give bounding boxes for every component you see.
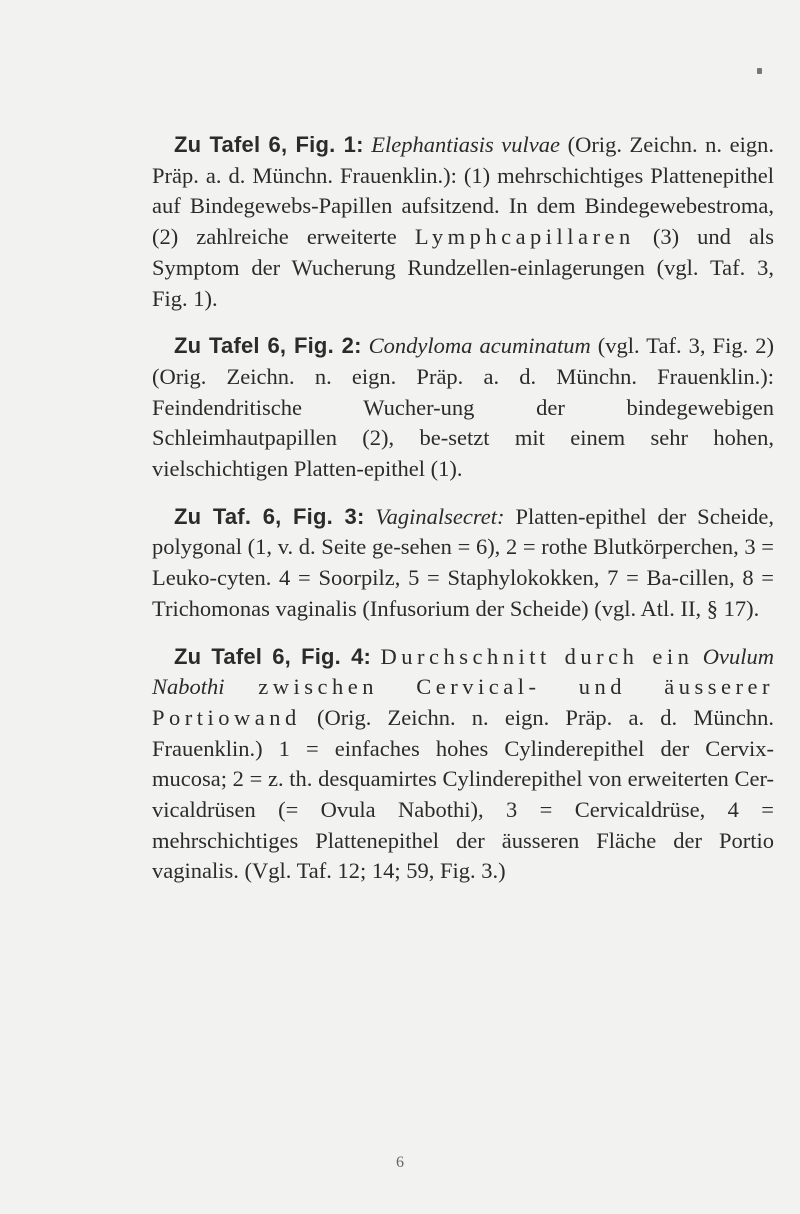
- caption-text: (Orig. Zeichn. n. eign. Präp. a. d. Münchn. Frauenklin.): (1) mehrschichtiges Plattenepithel auf Bindegewebs-Papillen aufsitzend. In dem Bindegewebestroma, (2) zahlreiche erweiterte: [152, 132, 774, 250]
- caption-title: Condyloma acuminatum: [368, 333, 591, 359]
- caption-title: Vaginalsecret:: [375, 503, 505, 529]
- caption-spaced-term: Lymphcapillaren: [414, 224, 635, 250]
- page-number: 6: [396, 1154, 404, 1171]
- caption-fig-3: [152, 502, 774, 625]
- caption-heading: Zu Tafel 6, Fig. 2:: [174, 333, 362, 359]
- caption-text: Platten-epithel der Scheide, polygonal (1, v. d. Seite ge-sehen = 6), 2 = rothe Blutkörperchen, 3 = Leuko-cyten. 4 = Soorpilz, 5 = Staphylokokken, 7 = Ba-cillen, 8 = Trichomonas vaginalis (Infusorium der Scheide) (vgl. Atl. II, § 17).: [152, 503, 775, 621]
- caption-title: Elephantiasis vulvae: [371, 132, 560, 157]
- caption-text-continued: (3) und als Symptom der Wucherung Rundzellen-einlagerungen (vgl. Taf. 3, Fig. 1).: [152, 224, 774, 311]
- caption-text: (Orig. Zeichn. n. eign. Präp. a. d. Münchn. Frauenklin.) 1 = einfaches hohes Cylinderepithel der Cervix-mucosa; 2 = z. th. desquamirtes Cylinderepithel von erweiterten Cer-vicaldrüsen (= Ovula Nabothi), 3 = Cervicaldrüse, 4 = mehrschichtiges Plattenepithel der äusseren Fläche der Portio vaginalis. (Vgl. Taf. 12; 14; 59, Fig. 3.): [152, 704, 774, 884]
- caption-text: (vgl. Taf. 3, Fig. 2) (Orig. Zeichn. n. eign. Präp. a. d. Münchn. Frauenklin.): Feindendritische Wucher-ung der bindegewebigen Schleimhautpapillen (2), be-setzt mit einem sehr hohen, vielschichtigen Platten-epithel (1).: [152, 333, 775, 482]
- caption-heading: Zu Tafel 6, Fig. 4:: [174, 643, 372, 669]
- caption-spaced-term: zwischen Cervical- und äusserer Portiowand: [152, 674, 774, 730]
- caption-spaced-term: Durchschnitt durch ein: [380, 643, 694, 669]
- caption-title: Ovulum Nabothi: [152, 643, 775, 700]
- plate-captions: [152, 130, 774, 904]
- print-mark: [757, 68, 762, 74]
- caption-fig-4: [152, 642, 774, 888]
- caption-heading: Zu Tafel 6, Fig. 1:: [174, 132, 364, 157]
- caption-fig-1: [152, 130, 774, 314]
- caption-heading: Zu Taf. 6, Fig. 3:: [174, 503, 365, 529]
- caption-fig-2: [152, 331, 774, 485]
